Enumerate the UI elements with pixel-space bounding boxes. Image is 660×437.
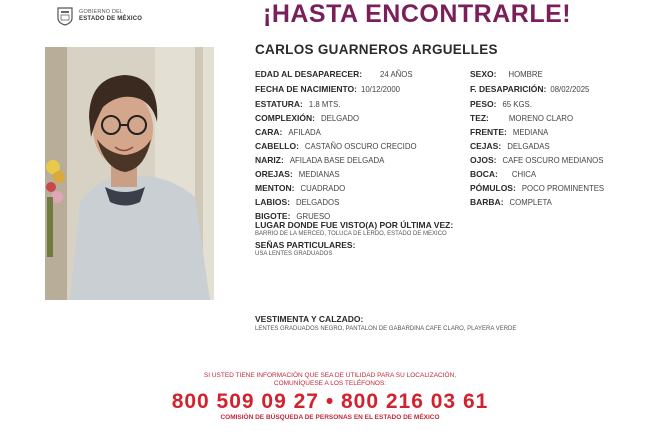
- last-seen-label: LUGAR DONDE FUE VISTO(A) POR ÚLTIMA VEZ:: [255, 220, 454, 230]
- field-face: CARA: AFILADA: [255, 127, 321, 137]
- clothing-value: LENTES GRADUADOS NEGRO, PANTALON DE GABARDINA CAFE CLARO, PLAYERA VERDE: [255, 326, 517, 332]
- field-height: ESTATURA: 1.8 MTS.: [255, 99, 341, 109]
- field-cheekbones: PÓMULOS: POCO PROMINENTES: [470, 183, 605, 193]
- field-complexion: TEZ: MORENO CLARO: [470, 113, 574, 123]
- government-logo: [56, 4, 156, 28]
- person-photo-illustration: [45, 47, 214, 300]
- marks-value: USA LENTES GRADUADOS: [255, 251, 333, 257]
- logo-line-2: ESTADO DE MÉXICO: [79, 16, 143, 22]
- field-nose: NARIZ: AFILADA BASE DELGADA: [255, 155, 385, 165]
- field-forehead: FRENTE: MEDIANA: [470, 127, 549, 137]
- field-hair: CABELLO: CASTAÑO OSCURO CRECIDO: [255, 141, 417, 151]
- field-build: COMPLEXIÓN: DELGADO: [255, 113, 360, 123]
- field-chin: MENTON: CUADRADO: [255, 183, 346, 193]
- field-birthdate: FECHA DE NACIMIENTO: 10/12/2000: [255, 84, 401, 94]
- field-ears: OREJAS: MEDIANAS: [255, 169, 340, 179]
- field-mouth: BOCA: CHICA: [470, 169, 537, 179]
- field-age: EDAD AL DESAPARECER: 24 AÑOS: [255, 69, 413, 79]
- marks-label: SEÑAS PARTICULARES:: [255, 240, 356, 250]
- state-seal-icon: [56, 6, 74, 26]
- headline: ¡HASTA ENCONTRARLE!: [263, 0, 572, 28]
- field-weight: PESO: 65 KGS.: [470, 99, 532, 109]
- field-disappearance-date: F. DESAPARICIÓN: 08/02/2025: [470, 84, 590, 94]
- commission-name: COMISIÓN DE BÚSQUEDA DE PERSONAS EN EL ESTADO DE MÉXICO: [220, 414, 440, 421]
- field-sex: SEXO: HOMBRE: [470, 69, 543, 79]
- field-beard: BARBA: COMPLETA: [470, 197, 552, 207]
- phone-numbers: 800 509 09 27 • 800 216 03 61: [171, 390, 489, 413]
- last-seen-value: BARRIO DE LA MERCED, TOLUCA DE LERDO, ESTADO DE MEXICO: [255, 231, 447, 237]
- logo-line-1: GOBIERNO DEL: [79, 9, 124, 15]
- field-lips: LABIOS: DELGADOS: [255, 197, 340, 207]
- clothing-label: VESTIMENTA Y CALZADO:: [255, 314, 364, 324]
- field-eyes: OJOS: CAFE OSCURO MEDIANOS: [470, 155, 604, 165]
- person-name: CARLOS GUARNEROS ARGUELLES: [255, 42, 498, 57]
- field-mustache: BIGOTE: GRUESO: [255, 211, 331, 221]
- contact-info-line-1: SI USTED TIENE INFORMACIÓN QUE SEA DE UTILIDAD PARA SU LOCALIZACIÓN,: [203, 372, 457, 379]
- field-eyebrows: CEJAS: DELGADAS: [470, 141, 550, 151]
- person-photo: [45, 47, 214, 300]
- contact-info-line-2: COMUNÍQUESE A LOS TELÉFONOS:: [273, 380, 387, 387]
